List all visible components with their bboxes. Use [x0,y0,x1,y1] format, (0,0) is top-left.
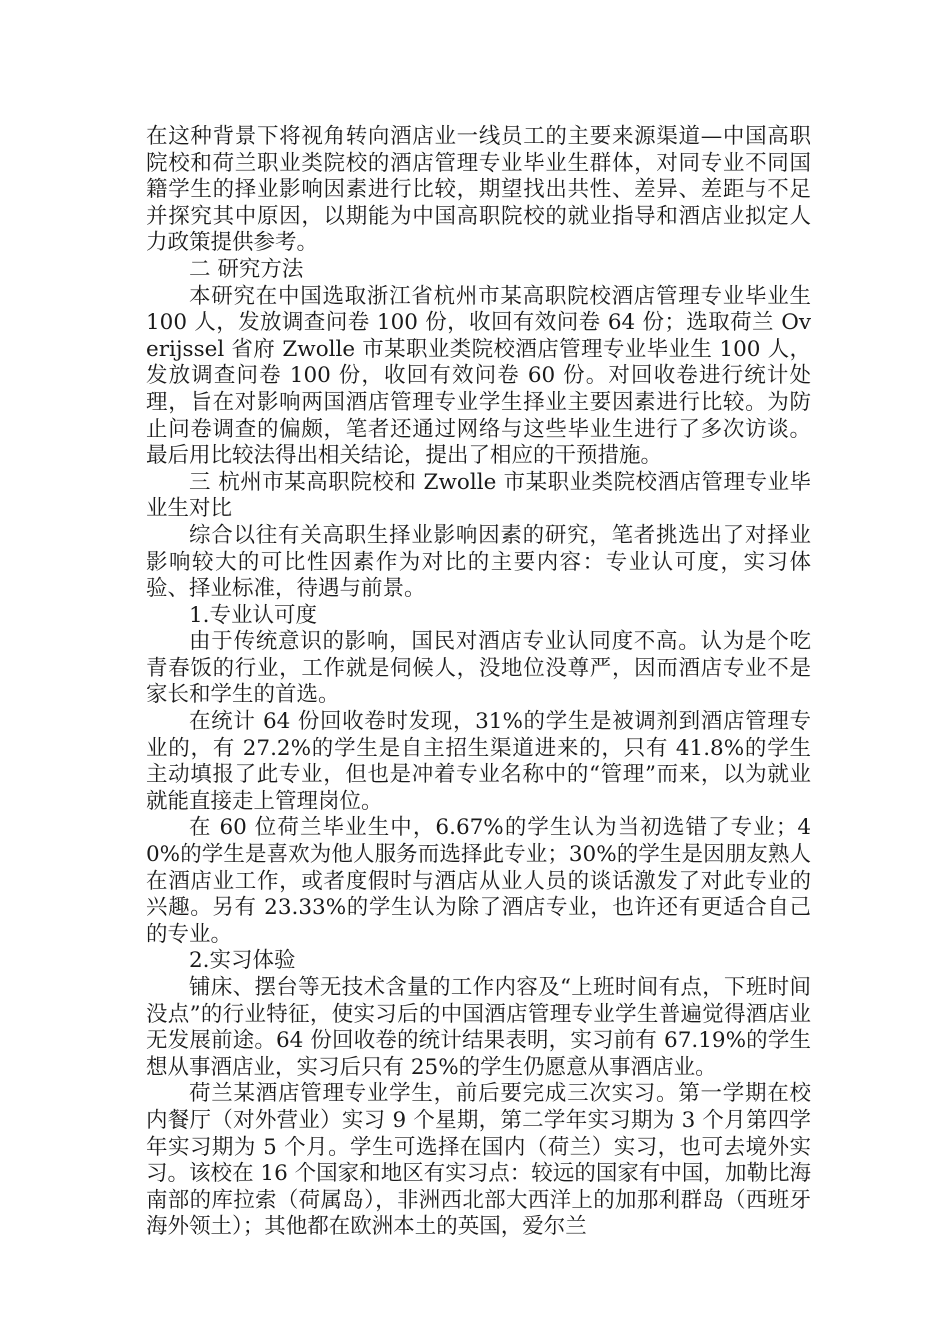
paragraph-internship-1: 铺床、摆台等无技术含量的工作内容及“上班时间有点，下班时间没点”的行业特征，使实习后的中国酒店管理专业学生普遍觉得酒店业无发展前途。64 份回收卷的统计结果表明，实习前有 67.19%的学生想从事酒店业，实习后只有 25%的学生仍愿意从事酒店业。 [146,975,811,1080]
paragraph-intro: 在这种背景下将视角转向酒店业一线员工的主要来源渠道—中国高职院校和荷兰职业类院校的酒店管理专业毕业生群体，对同专业不同国籍学生的择业影响因素进行比较，期望找出共性、差异、差距与不足并探究其中原因，以期能为中国高职院校的就业指导和酒店业拟定人力政策提供参考。 [146,124,811,256]
paragraph-recognition-2: 在统计 64 份回收卷时发现，31%的学生是被调剂到酒店管理专业的，有 27.2%的学生是自主招生渠道进来的，只有 41.8%的学生主动填报了此专业，但也是冲着专业名称中的“管理”而来，以为就业就能直接走上管理岗位。 [146,709,811,814]
document-page [146,124,811,1241]
paragraph-internship-2: 荷兰某酒店管理专业学生，前后要完成三次实习。第一学期在校内餐厅（对外营业）实习 9 个星期，第二学年实习期为 3 个月第四学年实习期为 5 个月。学生可选择在国内（荷兰）实习，也可去境外实习。该校在 16 个国家和地区有实习点：较远的国家有中国，加勒比海南部的库拉索（荷属岛），非洲西北部大西洋上的加那利群岛（西班牙海外领土）；其他都在欧洲本土的英国，爱尔兰 [146,1081,811,1240]
section-heading-comparison: 三 杭州市某高职院校和 Zwolle 市某职业类院校酒店管理专业毕业生对比 [146,469,811,522]
section-heading-methods: 二 研究方法 [189,256,304,282]
paragraph-recognition-1: 由于传统意识的影响，国民对酒店专业认同度不高。认为是个吃青春饭的行业，工作就是伺候人，没地位没尊严，因而酒店专业不是家长和学生的首选。 [146,629,811,708]
paragraph-methods: 本研究在中国选取浙江省杭州市某高职院校酒店管理专业毕业生 100 人，发放调查问卷 100 份，收回有效问卷 64 份；选取荷兰 Overijssel 省府 Zwolle 市某职业类院校酒店管理专业毕业生 100 人，发放调查问卷 100 份，收回有效问卷 60 份。对回收卷进行统计处理，旨在对影响两国酒店管理专业学生择业主要因素进行比较。为防止问卷调查的偏颇，笔者还通过网络与这些毕业生进行了多次访谈。最后用比较法得出相关结论，提出了相应的干预措施。 [146,283,811,469]
paragraph-comparison-intro: 综合以往有关高职生择业影响因素的研究，笔者挑选出了对择业影响较大的可比性因素作为对比的主要内容：专业认可度，实习体验、择业标准，待遇与前景。 [146,522,811,602]
subheading-internship: 2.实习体验 [189,948,296,974]
subheading-recognition: 1.专业认可度 [189,602,318,628]
paragraph-recognition-3: 在 60 位荷兰毕业生中，6.67%的学生认为当初选错了专业；40%的学生是喜欢为他人服务而选择此专业；30%的学生是因朋友熟人在酒店业工作，或者度假时与酒店从业人员的谈话激发了对此专业的兴趣。另有 23.33%的学生认为除了酒店专业，也许还有更适合自己的专业。 [146,815,811,947]
